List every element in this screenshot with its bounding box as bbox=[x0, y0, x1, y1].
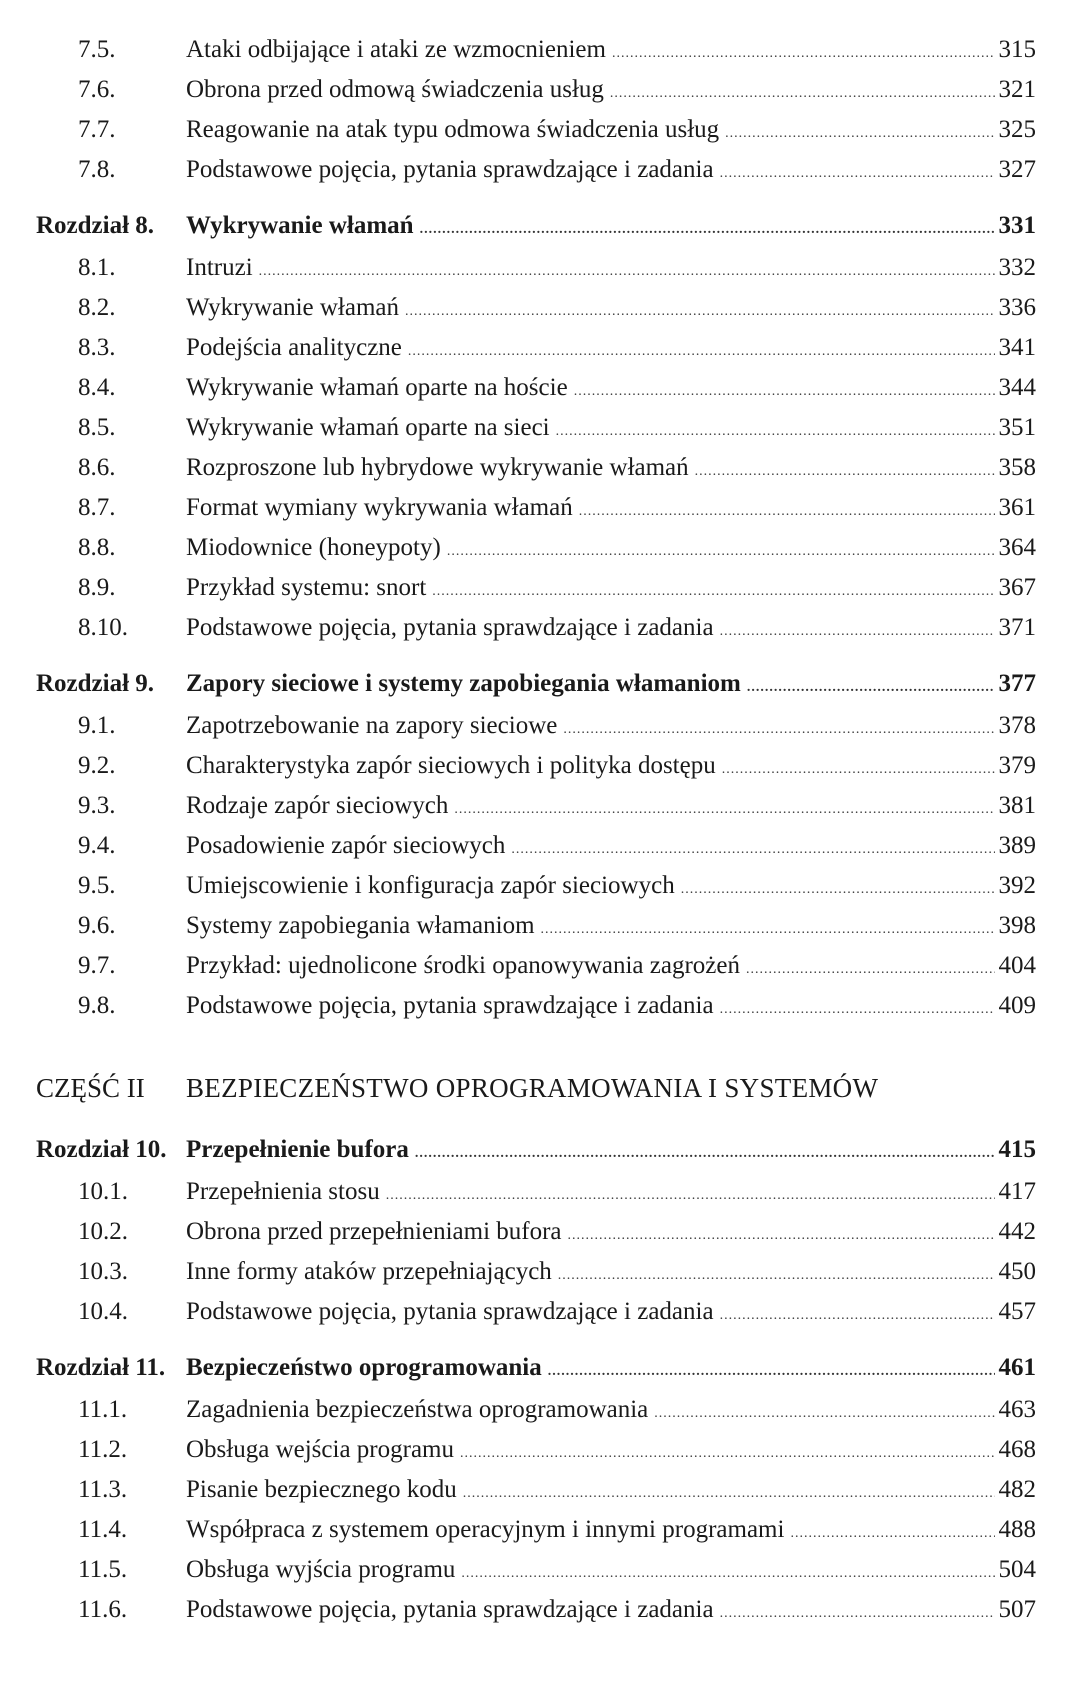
dot-leader bbox=[747, 666, 995, 710]
section-title: Przepełnienia stosu bbox=[186, 1178, 380, 1205]
section-number: 8.5. bbox=[78, 414, 116, 441]
page-number: 344 bbox=[998, 374, 1036, 401]
section-title: Podstawowe pojęcia, pytania sprawdzające i zadania bbox=[186, 992, 714, 1019]
section-title: Podejścia analityczne bbox=[186, 334, 402, 361]
section-number: 10.1. bbox=[78, 1178, 128, 1205]
section-number: 7.5. bbox=[78, 36, 116, 63]
page-number: 331 bbox=[998, 212, 1036, 239]
dot-leader bbox=[720, 1594, 995, 1634]
table-of-contents bbox=[36, 30, 1036, 1630]
page-number: 315 bbox=[998, 36, 1036, 63]
section-number: 11.5. bbox=[78, 1556, 128, 1583]
page-number: 327 bbox=[998, 156, 1036, 183]
toc-entry bbox=[36, 1590, 1036, 1630]
section-number: 9.7. bbox=[78, 952, 116, 979]
dot-leader bbox=[568, 1216, 995, 1256]
section-title: Intruzi bbox=[186, 254, 253, 281]
page-number: 398 bbox=[998, 912, 1036, 939]
toc-entry bbox=[36, 408, 1036, 448]
toc-entry bbox=[36, 448, 1036, 488]
dot-leader bbox=[432, 572, 994, 612]
dot-leader bbox=[722, 750, 995, 790]
dot-leader bbox=[556, 412, 995, 452]
page-number: 377 bbox=[998, 670, 1036, 697]
section-title: Zapotrzebowanie na zapory sieciowe bbox=[186, 712, 558, 739]
chapter-entry bbox=[36, 1128, 1036, 1172]
dot-leader bbox=[720, 990, 995, 1030]
dot-leader bbox=[454, 790, 994, 830]
section-title: Ataki odbijające i ataki ze wzmocnieniem bbox=[186, 36, 606, 63]
dot-leader bbox=[563, 710, 994, 750]
page-number: 361 bbox=[998, 494, 1036, 521]
section-title: Obsługa wejścia programu bbox=[186, 1436, 454, 1463]
page-number: 389 bbox=[998, 832, 1036, 859]
toc-entry bbox=[36, 986, 1036, 1026]
section-title: Podstawowe pojęcia, pytania sprawdzające i zadania bbox=[186, 156, 714, 183]
section-title: Obrona przed odmową świadczenia usług bbox=[186, 76, 604, 103]
page-number: 404 bbox=[998, 952, 1036, 979]
section-number: 8.6. bbox=[78, 454, 116, 481]
dot-leader bbox=[612, 34, 995, 74]
toc-entry bbox=[36, 608, 1036, 648]
dot-leader bbox=[408, 332, 995, 372]
toc-entry bbox=[36, 1550, 1036, 1590]
page-number: 336 bbox=[998, 294, 1036, 321]
toc-entry bbox=[36, 30, 1036, 70]
dot-leader bbox=[447, 532, 995, 572]
toc-entry bbox=[36, 368, 1036, 408]
dot-leader bbox=[654, 1394, 994, 1434]
part-heading bbox=[36, 1066, 1036, 1110]
chapter-title: Zapory sieciowe i systemy zapobiegania włamaniom bbox=[186, 670, 741, 697]
section-title: Podstawowe pojęcia, pytania sprawdzające i zadania bbox=[186, 614, 714, 641]
page-number: 468 bbox=[998, 1436, 1036, 1463]
toc-entry bbox=[36, 866, 1036, 906]
section-title: Systemy zapobiegania włamaniom bbox=[186, 912, 535, 939]
section-number: 11.4. bbox=[78, 1516, 128, 1543]
dot-leader bbox=[579, 492, 995, 532]
section-number: 9.4. bbox=[78, 832, 116, 859]
toc-entry bbox=[36, 786, 1036, 826]
dot-leader bbox=[720, 154, 995, 194]
page-number: 378 bbox=[998, 712, 1036, 739]
toc-entry bbox=[36, 906, 1036, 946]
section-title: Podstawowe pojęcia, pytania sprawdzające i zadania bbox=[186, 1298, 714, 1325]
dot-leader bbox=[463, 1474, 995, 1514]
page-number: 457 bbox=[998, 1298, 1036, 1325]
page-number: 488 bbox=[998, 1516, 1036, 1543]
section-title: Przykład: ujednolicone środki opanowywania zagrożeń bbox=[186, 952, 740, 979]
chapter-title: Wykrywanie włamań bbox=[186, 212, 414, 239]
chapter-title: Przepełnienie bufora bbox=[186, 1136, 409, 1163]
page-number: 504 bbox=[998, 1556, 1036, 1583]
section-number: 8.10. bbox=[78, 614, 128, 641]
dot-leader bbox=[259, 252, 995, 292]
toc-entry bbox=[36, 1390, 1036, 1430]
page-number: 379 bbox=[998, 752, 1036, 779]
page-number: 415 bbox=[998, 1136, 1036, 1163]
section-number: 9.2. bbox=[78, 752, 116, 779]
dot-leader bbox=[790, 1514, 994, 1554]
dot-leader bbox=[720, 1296, 995, 1336]
toc-entry bbox=[36, 110, 1036, 150]
page-number: 463 bbox=[998, 1396, 1036, 1423]
toc-entry bbox=[36, 328, 1036, 368]
chapter-entry bbox=[36, 204, 1036, 248]
dot-leader bbox=[746, 950, 995, 990]
page-number: 482 bbox=[998, 1476, 1036, 1503]
chapter-entry bbox=[36, 1346, 1036, 1390]
page-number: 351 bbox=[998, 414, 1036, 441]
section-title: Wykrywanie włamań oparte na hoście bbox=[186, 374, 568, 401]
page-number: 461 bbox=[998, 1354, 1036, 1381]
section-title: Obsługa wyjścia programu bbox=[186, 1556, 456, 1583]
toc-entry bbox=[36, 1172, 1036, 1212]
section-number: 11.6. bbox=[78, 1596, 128, 1623]
section-number: 8.3. bbox=[78, 334, 116, 361]
toc-entry bbox=[36, 288, 1036, 328]
chapter-number: Rozdział 10. bbox=[36, 1136, 167, 1163]
page-number: 381 bbox=[998, 792, 1036, 819]
page-number: 371 bbox=[998, 614, 1036, 641]
section-number: 9.5. bbox=[78, 872, 116, 899]
section-title: Charakterystyka zapór sieciowych i polityka dostępu bbox=[186, 752, 716, 779]
section-title: Obrona przed przepełnieniami bufora bbox=[186, 1218, 562, 1245]
section-number: 10.2. bbox=[78, 1218, 128, 1245]
toc-entry bbox=[36, 946, 1036, 986]
dot-leader bbox=[460, 1434, 995, 1474]
section-number: 11.2. bbox=[78, 1436, 128, 1463]
dot-leader bbox=[386, 1176, 995, 1216]
toc-entry bbox=[36, 488, 1036, 528]
section-number: 8.8. bbox=[78, 534, 116, 561]
section-title: Rozproszone lub hybrydowe wykrywanie włamań bbox=[186, 454, 689, 481]
dot-leader bbox=[720, 612, 995, 652]
section-title: Przykład systemu: snort bbox=[186, 574, 427, 601]
dot-leader bbox=[558, 1256, 995, 1296]
section-number: 10.4. bbox=[78, 1298, 128, 1325]
toc-entry bbox=[36, 528, 1036, 568]
page-number: 417 bbox=[998, 1178, 1036, 1205]
page-number: 450 bbox=[998, 1258, 1036, 1285]
toc-entry bbox=[36, 1252, 1036, 1292]
dot-leader bbox=[725, 114, 994, 154]
section-title: Pisanie bezpiecznego kodu bbox=[186, 1476, 457, 1503]
dot-leader bbox=[548, 1350, 995, 1394]
section-title: Współpraca z systemem operacyjnym i innymi programami bbox=[186, 1516, 785, 1543]
dot-leader bbox=[695, 452, 995, 492]
section-title: Format wymiany wykrywania włamań bbox=[186, 494, 573, 521]
toc-entry bbox=[36, 1510, 1036, 1550]
section-number: 7.8. bbox=[78, 156, 116, 183]
page-number: 364 bbox=[998, 534, 1036, 561]
toc-entry bbox=[36, 706, 1036, 746]
part-label: CZĘŚĆ II bbox=[36, 1073, 145, 1103]
section-number: 8.4. bbox=[78, 374, 116, 401]
toc-entry bbox=[36, 150, 1036, 190]
toc-entry bbox=[36, 1470, 1036, 1510]
dot-leader bbox=[541, 910, 995, 950]
toc-entry bbox=[36, 70, 1036, 110]
dot-leader bbox=[420, 208, 995, 252]
toc-list bbox=[36, 30, 1036, 1630]
part-title: BEZPIECZEŃSTWO OPROGRAMOWANIA I SYSTEMÓW bbox=[186, 1073, 879, 1103]
section-number: 8.1. bbox=[78, 254, 116, 281]
page-number: 367 bbox=[998, 574, 1036, 601]
page-number: 321 bbox=[998, 76, 1036, 103]
page-number: 409 bbox=[998, 992, 1036, 1019]
toc-entry bbox=[36, 248, 1036, 288]
dot-leader bbox=[610, 74, 995, 114]
section-number: 9.6. bbox=[78, 912, 116, 939]
toc-entry bbox=[36, 1212, 1036, 1252]
section-title: Posadowienie zapór sieciowych bbox=[186, 832, 506, 859]
section-number: 8.9. bbox=[78, 574, 116, 601]
page-number: 341 bbox=[998, 334, 1036, 361]
section-number: 9.8. bbox=[78, 992, 116, 1019]
page-number: 358 bbox=[998, 454, 1036, 481]
section-number: 8.2. bbox=[78, 294, 116, 321]
dot-leader bbox=[461, 1554, 994, 1594]
section-title: Podstawowe pojęcia, pytania sprawdzające i zadania bbox=[186, 1596, 714, 1623]
section-number: 11.3. bbox=[78, 1476, 128, 1503]
page-number: 507 bbox=[998, 1596, 1036, 1623]
section-number: 9.1. bbox=[78, 712, 116, 739]
section-title: Umiejscowienie i konfiguracja zapór sieciowych bbox=[186, 872, 675, 899]
dot-leader bbox=[681, 870, 995, 910]
section-number: 8.7. bbox=[78, 494, 116, 521]
page-number: 442 bbox=[998, 1218, 1036, 1245]
toc-entry bbox=[36, 1430, 1036, 1470]
section-number: 10.3. bbox=[78, 1258, 128, 1285]
toc-entry bbox=[36, 746, 1036, 786]
section-title: Rodzaje zapór sieciowych bbox=[186, 792, 449, 819]
dot-leader bbox=[415, 1132, 995, 1176]
dot-leader bbox=[574, 372, 995, 412]
chapter-title: Bezpieczeństwo oprogramowania bbox=[186, 1354, 542, 1381]
page-number: 332 bbox=[998, 254, 1036, 281]
section-number: 9.3. bbox=[78, 792, 116, 819]
page-number: 325 bbox=[998, 116, 1036, 143]
dot-leader bbox=[405, 292, 994, 332]
chapter-number: Rozdział 8. bbox=[36, 212, 155, 239]
section-title: Wykrywanie włamań bbox=[186, 294, 400, 321]
section-number: 7.6. bbox=[78, 76, 116, 103]
section-number: 11.1. bbox=[78, 1396, 128, 1423]
section-title: Zagadnienia bezpieczeństwa oprogramowania bbox=[186, 1396, 649, 1423]
section-title: Inne formy ataków przepełniających bbox=[186, 1258, 552, 1285]
dot-leader bbox=[511, 830, 994, 870]
section-title: Miodownice (honeypoty) bbox=[186, 534, 441, 561]
toc-entry bbox=[36, 1292, 1036, 1332]
section-number: 7.7. bbox=[78, 116, 116, 143]
chapter-entry bbox=[36, 662, 1036, 706]
chapter-number: Rozdział 9. bbox=[36, 670, 155, 697]
page-number: 392 bbox=[998, 872, 1036, 899]
section-title: Reagowanie na atak typu odmowa świadczenia usług bbox=[186, 116, 720, 143]
chapter-number: Rozdział 11. bbox=[36, 1354, 166, 1381]
toc-entry bbox=[36, 568, 1036, 608]
toc-entry bbox=[36, 826, 1036, 866]
section-title: Wykrywanie włamań oparte na sieci bbox=[186, 414, 550, 441]
